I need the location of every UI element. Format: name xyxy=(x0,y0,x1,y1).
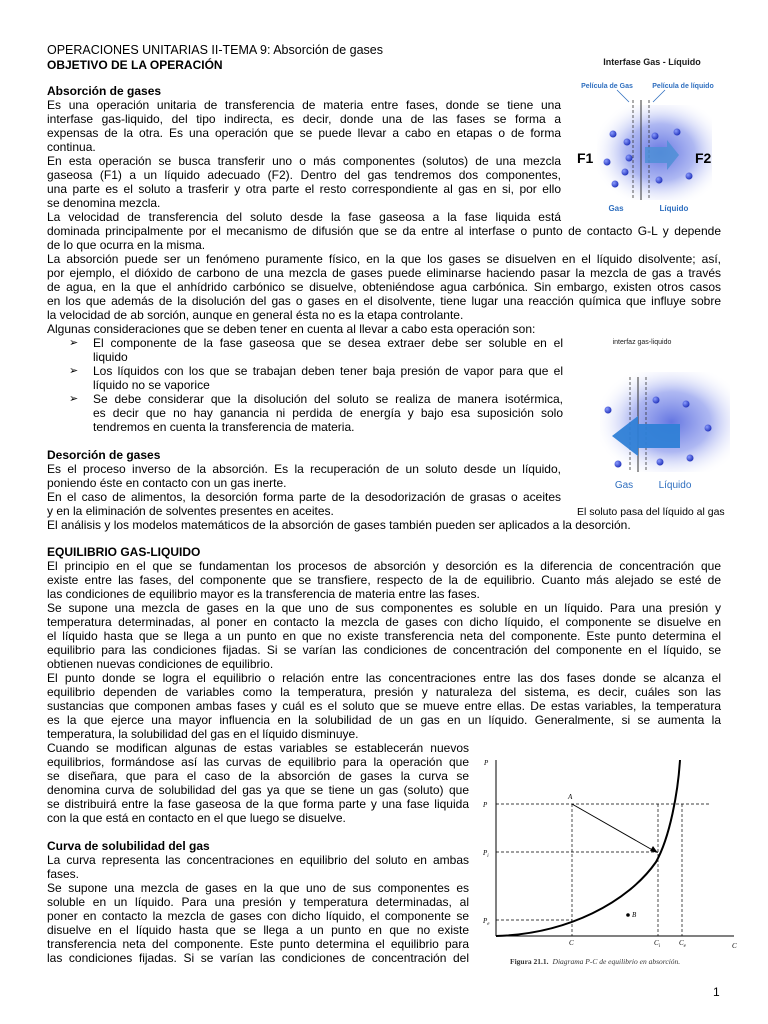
liquid-film-label: Película de líquido xyxy=(652,83,714,90)
point-b-label: B xyxy=(632,911,637,919)
liquid-film-pointer xyxy=(653,90,665,102)
figure2-caption: El soluto pasa del líquido al gas xyxy=(577,506,725,518)
page-number: 1 xyxy=(713,985,720,999)
solute-dot xyxy=(686,173,693,180)
ce-tick-label: $C_e$ xyxy=(679,939,686,949)
equilibrio-line: temperatura determinadas, al poner en contacto la mezcla de gases con dicho líquido, el componente se disuelve en xyxy=(47,615,721,629)
curva-line: soluble en un líquido. Para una presión y temperatura determinadas, al xyxy=(47,895,469,909)
equilibrio-line: denomina curva de solubilidad del gas ya que se tiene un gas (soluto) que xyxy=(47,783,469,797)
solute-dot xyxy=(657,459,664,466)
curva-line: poner en contacto la mezcla de gases con dicho líquido, el componente se xyxy=(47,909,469,923)
equilibrio-line: temperatura, la solubilidad del gas en el líquido disminuye. xyxy=(47,727,359,741)
curva-line: las condiciones fijadas. Si se varían las condiciones de concentración del xyxy=(47,951,469,965)
bullet-line: es decir que no hay ganancia ni perdida de energía y bajo esa suposición solo xyxy=(93,406,563,420)
desorcion-line: y en la eliminación de solventes presentes en aceites. xyxy=(47,504,334,518)
f1-label: F1 xyxy=(577,150,594,166)
equilibrio-line: equilibrio para las condiciones fijadas. Si se varían las condiciones de concentración del componente en el líquido, se xyxy=(47,643,721,657)
curva-line: fases. xyxy=(47,867,80,881)
desorcion-line: Es el proceso inverso de la absorción. Es la recuperación de un soluto desde un líquido, xyxy=(47,462,561,476)
pc-equilibrium-diagram xyxy=(478,752,740,970)
desorcion-heading: Desorción de gases xyxy=(47,448,161,462)
equilibrio-heading: EQUILIBRIO GAS-LIQUIDO xyxy=(47,545,201,559)
objective-heading: OBJETIVO DE LA OPERACIÓN xyxy=(47,58,223,72)
solute-dot xyxy=(622,169,629,176)
bullet-line: Los líquidos con los que se trabajan deben tener baja presión de vapor para que el xyxy=(93,364,563,378)
equilibrio-line: obtienen nuevas condiciones de equilibrio. xyxy=(47,657,274,671)
absorcion-line: por ejemplo, el dióxido de carbono de una mezcla de gases puede eliminarse haciendo pasar la mezcla de gas a través xyxy=(47,266,721,280)
equilibrio-line: Se supone una mezcla de gases en la que uno de sus componentes es soluble en un líquido. Para una presión y xyxy=(47,601,721,615)
solute-dot xyxy=(612,181,619,188)
equilibrio-line: se diseñara, que para el caso de la absorción de gases la curva se xyxy=(47,769,469,783)
bullet-line: líquido no se vaporice xyxy=(93,378,210,392)
solute-dot xyxy=(624,139,631,146)
ci-tick-label: $C_i$ xyxy=(654,939,661,949)
interface-glow xyxy=(600,372,730,472)
point-b-dot xyxy=(626,913,630,917)
equilibrio-line: el líquido hasta que se llega a un punto en que no existe transferencia neta del componente. Este punto determina el xyxy=(47,629,721,643)
absorcion-line: Algunas consideraciones que se deben tener en cuenta al llevar a cabo esta operación son: xyxy=(47,322,536,336)
equilibrio-line: El principio en el que se fundamentan los procesos de absorción y desorción es la diferencia de concentración que xyxy=(47,559,721,573)
curva-line: Se supone una mezcla de gases en la que uno de sus componentes es xyxy=(47,881,469,895)
absorcion-line: en los que además de la disolución del gas o gases en el disolvente, tiene lugar una reacción química que influye sobre xyxy=(47,294,721,308)
gas-film-label: Película de Gas xyxy=(581,83,633,90)
absorcion-line: una parte es el soluto a trasferir y otra parte el resto correspondiente al gas en si, por ello xyxy=(47,182,561,196)
document-title: OPERACIONES UNITARIAS II-TEMA 9: Absorción de gases xyxy=(47,43,383,57)
pe-tick-label: $P_e$ xyxy=(483,917,490,927)
equilibrio-line: equilibrios, formándose así las curvas de equilibrio para la operación que xyxy=(47,755,469,769)
point-a-label: A xyxy=(568,793,573,801)
desorcion-line: El análisis y los modelos matemáticos de la absorción de gases también pueden ser aplicados a la desorción. xyxy=(47,518,631,532)
absorcion-line: de agua, en la que el anhídrido carbónico se disuelve, obteniéndose agua carbónica. Sin embargo, existen otros casos xyxy=(47,280,721,294)
equilibrio-line: equilibrio dependen de variables como la temperatura, presión y naturaleza del sistema, es decir, cuáles son las xyxy=(47,685,721,699)
absorcion-line: continua. xyxy=(47,140,96,154)
bullet-line: liquido xyxy=(93,350,128,364)
p-tick-label: P xyxy=(483,801,488,809)
gas-liquid-interface-diagram xyxy=(567,50,737,220)
solute-dot xyxy=(604,159,611,166)
equilibrio-line: El punto donde se logra el equilibrio o relación entre las concentraciones entre las dos fases donde se alcanza el xyxy=(47,671,721,685)
gas-film-pointer xyxy=(617,90,629,102)
curva-line: transferencia neta del componente. Este punto determina el equilibrio para xyxy=(47,937,469,951)
absorcion-line: dominada principalmente por el mecanismo de difusión que se da entre al interfase o punto de contacto G-L y depende xyxy=(47,224,721,238)
p-axis-label: P xyxy=(484,759,489,767)
absorcion-line: En esta operación se busca transferir uno o más componentes (solutos) de una mezcla xyxy=(47,154,561,168)
absorcion-line: interfase gas-liquido, del tipo indirecta, es decir, donde una de las fases se forma a xyxy=(47,112,561,126)
solute-dot xyxy=(626,155,633,162)
solute-dot xyxy=(652,133,659,140)
absorcion-line: La absorción puede ser un fenómeno puramente físico, en la que los gases se disuelven en el líquido disolvente; así, xyxy=(47,252,721,266)
solute-dot xyxy=(687,455,694,462)
absorcion-line: Es una operación unitaria de transferencia de materia entre fases, donde se tiene una xyxy=(47,98,561,112)
c-tick-label: C xyxy=(569,939,574,947)
solute-dot xyxy=(683,401,690,408)
bullet-arrow-icon: ➢ xyxy=(69,393,79,405)
desorption-interface-diagram xyxy=(590,332,740,492)
solute-dot xyxy=(653,397,660,404)
absorcion-line: gaseosa (F1) a un líquido adecuado (F2). Dentro del gas tendremos dos componentes, xyxy=(47,168,561,182)
curva-heading: Curva de solubilidad del gas xyxy=(47,839,210,853)
equilibrio-line: las condiciones de equilibrio mayor es la transferencia de materia entre las fases. xyxy=(47,587,480,601)
equilibrio-line: se distribuirá entre la fase gaseosa de la que forma parte y una fase liquida xyxy=(47,797,469,811)
operating-arrow-line xyxy=(572,804,656,852)
figure3-caption: Figura 21.1. Diagrama P-C de equilibrio en absorción. xyxy=(510,957,681,966)
curva-line: La curva representa las concentraciones en equilibrio del soluto en ambas xyxy=(47,853,469,867)
equilibrio-line: con la que está en contacto en el que luego se disuelve. xyxy=(47,811,346,825)
solute-dot xyxy=(705,425,712,432)
equilibrio-line: Cuando se modifican algunas de estas variables se establecerán nuevos xyxy=(47,741,469,755)
desorcion-line: En el caso de alimentos, la desorción forma parte de la desodorización de grasas o aceites xyxy=(47,490,561,504)
solute-dot xyxy=(656,177,663,184)
desorcion-line: poniendo éste en contacto con un gas inerte. xyxy=(47,476,287,490)
absorcion-line: la velocidad de ab sorción, aunque en general ésta no es la etapa controlante. xyxy=(47,308,464,322)
absorcion-line: de lo que ocurra en la misma. xyxy=(47,238,206,252)
solute-dot xyxy=(674,129,681,136)
f2-label: F2 xyxy=(695,150,712,166)
liquid-label: Líquido xyxy=(659,204,689,213)
figure1-title: Interfase Gas - Líquido xyxy=(603,57,701,67)
absorcion-line: expensas de la otra. Es una operación que se puede llevar a cabo en etapas o de forma xyxy=(47,126,561,140)
c-axis-label: C xyxy=(732,942,737,950)
curva-line: disuelve en el líquido hasta que se llega a un punto en que no existe xyxy=(47,923,469,937)
equilibrio-line: existe entre las fases, del componente que se transfiere, respecto de la de equilibrio. Cuanto más alejado se esté de xyxy=(47,573,721,587)
absorcion-heading: Absorción de gases xyxy=(47,84,162,98)
absorcion-line: La velocidad de transferencia del soluto desde la fase gaseosa a la fase liquida está xyxy=(47,210,561,224)
solute-dot xyxy=(610,131,617,138)
pi-tick-label: $P_i$ xyxy=(483,849,489,859)
liquid-label: Líquido xyxy=(658,480,692,491)
bullet-arrow-icon: ➢ xyxy=(69,337,79,349)
absorcion-line: se denomina mezcla. xyxy=(47,196,161,210)
figure2-title: interfaz gas-liquido xyxy=(612,339,672,346)
bullet-arrow-icon: ➢ xyxy=(69,365,79,377)
solute-dot xyxy=(615,461,622,468)
gas-label: Gas xyxy=(608,204,624,213)
bullet-line: Se debe considerar que la disolución del soluto se realiza de manera isotérmica, xyxy=(93,392,563,406)
bullet-line: tendremos en cuenta la transferencia de materia. xyxy=(93,420,355,434)
equilibrio-line: sustancias que componen ambas fases y cuál es el soluto que se mueve entre ellas. De estas variables, la temperatura xyxy=(47,699,721,713)
gas-label: Gas xyxy=(614,480,634,491)
solute-dot xyxy=(605,407,612,414)
equilibrio-line: es la que ejerce una mayor influencia en la solubilidad de un gas en un líquido. Generalmente, si se aumenta la xyxy=(47,713,721,727)
bullet-line: El componente de la fase gaseosa que se desea extraer debe ser soluble en el xyxy=(93,336,563,350)
